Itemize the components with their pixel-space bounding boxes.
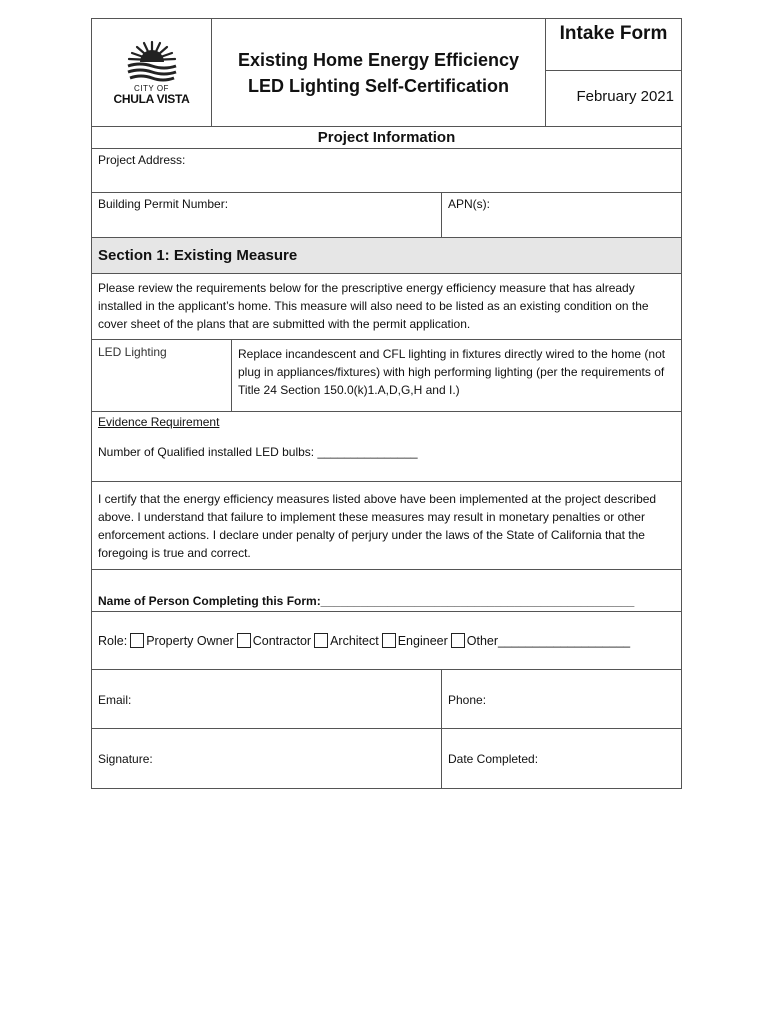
date-completed-label: Date Completed: <box>448 752 539 766</box>
project-address-field[interactable] <box>92 149 681 193</box>
other-checkbox[interactable] <box>451 633 465 648</box>
section1-intro: Please review the requirements below for the prescriptive energy efficiency measure that has already installed in the applicant’s home. This measure will also need to be listed as an existing condition on the cover sheet of the plans that are submitted with the permit application. <box>92 274 681 340</box>
certification-statement: I certify that the energy efficiency measures listed above have been implemented at the project described above. I understand that failure to implement these measures may result in monetary penalties or other enforcement actions. I declare under penalty of perjury under the laws of the State of California that the foregoing is true and correct. <box>92 482 681 570</box>
project-address-label: Project Address: <box>98 153 186 167</box>
sun-wave-logo-icon <box>124 40 180 82</box>
measure-row <box>92 340 681 412</box>
logo-city-of: CITY OF <box>134 83 169 93</box>
contractor-checkbox[interactable] <box>237 633 251 648</box>
project-info-heading: Project Information <box>92 127 681 149</box>
form-type: Intake Form <box>546 19 681 71</box>
title-line-1: Existing Home Energy Efficiency <box>237 49 520 70</box>
architect-checkbox[interactable] <box>314 633 328 648</box>
permit-apn-row <box>92 193 681 238</box>
other-label: Other___________________ <box>466 634 631 648</box>
apn-field[interactable] <box>442 193 681 237</box>
signature-field[interactable] <box>92 729 442 788</box>
title-line-2: LED Lighting Self-Certification <box>248 75 509 96</box>
building-permit-label: Building Permit Number: <box>98 197 229 211</box>
apn-label: APN(s): <box>448 197 490 211</box>
form-title <box>212 19 546 126</box>
city-logo <box>92 19 212 126</box>
role-label: Role: <box>98 634 128 648</box>
building-permit-field[interactable] <box>92 193 442 237</box>
email-field[interactable] <box>92 670 442 728</box>
role-row <box>92 612 681 670</box>
contractor-label: Contractor <box>252 634 312 648</box>
measure-name: LED Lighting <box>92 340 232 411</box>
date-completed-field[interactable] <box>442 729 681 788</box>
name-field[interactable]: Name of Person Completing this Form:_______________________________________________ <box>92 570 681 612</box>
led-bulbs-field[interactable]: Number of Qualified installed LED bulbs: _______________ <box>98 445 418 459</box>
form-header <box>92 19 681 127</box>
engineer-label: Engineer <box>397 634 448 648</box>
form-date: February 2021 <box>576 88 674 105</box>
evidence-block <box>92 412 681 482</box>
email-label: Email: <box>98 693 132 707</box>
signature-date-row <box>92 729 681 788</box>
logo-city-name: CHULA VISTA <box>113 91 190 106</box>
intake-form <box>91 18 682 789</box>
phone-label: Phone: <box>448 693 487 707</box>
phone-field[interactable] <box>442 670 681 728</box>
property-owner-label: Property Owner <box>146 634 234 648</box>
evidence-heading: Evidence Requirement <box>98 415 220 429</box>
property-owner-checkbox[interactable] <box>130 633 144 648</box>
email-phone-row <box>92 670 681 729</box>
architect-label: Architect <box>330 634 379 648</box>
section1-heading: Section 1: Existing Measure <box>92 238 681 274</box>
form-meta <box>546 19 681 126</box>
signature-label: Signature: <box>98 752 153 766</box>
engineer-checkbox[interactable] <box>382 633 396 648</box>
measure-description: Replace incandescent and CFL lighting in fixtures directly wired to the home (not plug in appliances/fixtures) with high performing lighting (per the requirements of Title 24 Section 150.0(k)1.A,D,G,H and I.) <box>238 347 666 397</box>
